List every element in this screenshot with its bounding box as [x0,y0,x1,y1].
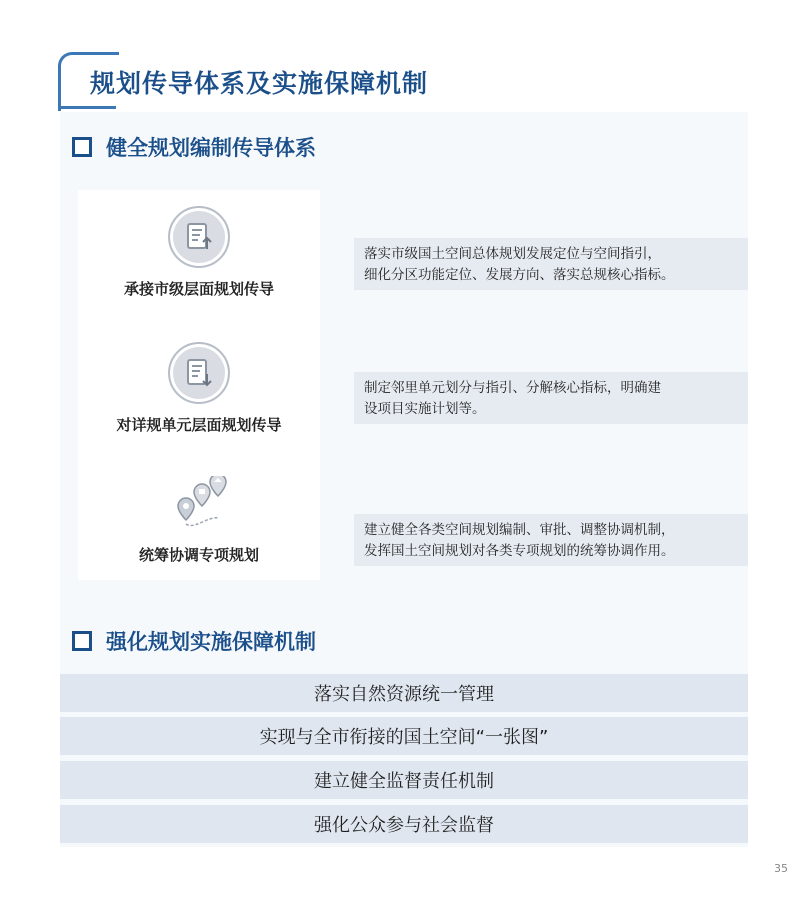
location-pins-icon [164,476,234,538]
description-line: 设项目实施计划等。 [364,401,486,417]
checkbox-square-icon [72,631,92,651]
item-description [354,372,748,424]
section-heading-2-text: 强化规划实施保障机制 [106,630,316,654]
document-down-icon [168,342,230,404]
description-line: 制定邻里单元划分与指引、分解核心指标，明确建 [364,380,661,396]
item-label: 统筹协调专项规划 [138,546,259,564]
checkbox-square-icon [72,137,92,157]
page-number: 35 [774,862,788,875]
measure-bar: 实现与全市衔接的国土空间“一张图” [60,717,748,755]
description-line: 发挥国土空间规划对各类专项规划的统筹协调作用。 [364,543,675,559]
title-frame-underline [58,106,116,109]
list-item [78,206,320,299]
item-label: 承接市级层面规划传导 [123,280,274,298]
measure-bar: 建立健全监督责任机制 [60,761,748,799]
description-line: 落实市级国土空间总体规划发展定位与空间指引， [364,246,661,262]
description-line: 细化分区功能定位、发展方向、落实总规核心指标。 [364,267,675,283]
item-description [354,514,748,566]
item-description [354,238,748,290]
section-heading-2 [72,626,316,656]
section-heading-1-text: 健全规划编制传导体系 [106,136,316,160]
section-heading-1 [72,132,316,162]
measure-bar: 强化公众参与社会监督 [60,805,748,843]
page-title: 规划传导体系及实施保障机制 [90,69,429,98]
document-up-icon [168,206,230,268]
measure-bar: 落实自然资源统一管理 [60,674,748,712]
description-line: 建立健全各类空间规划编制、审批、调整协调机制， [364,522,675,538]
item-label: 对详规单元层面规划传导 [116,416,282,434]
list-item [78,476,320,565]
list-item [78,342,320,435]
